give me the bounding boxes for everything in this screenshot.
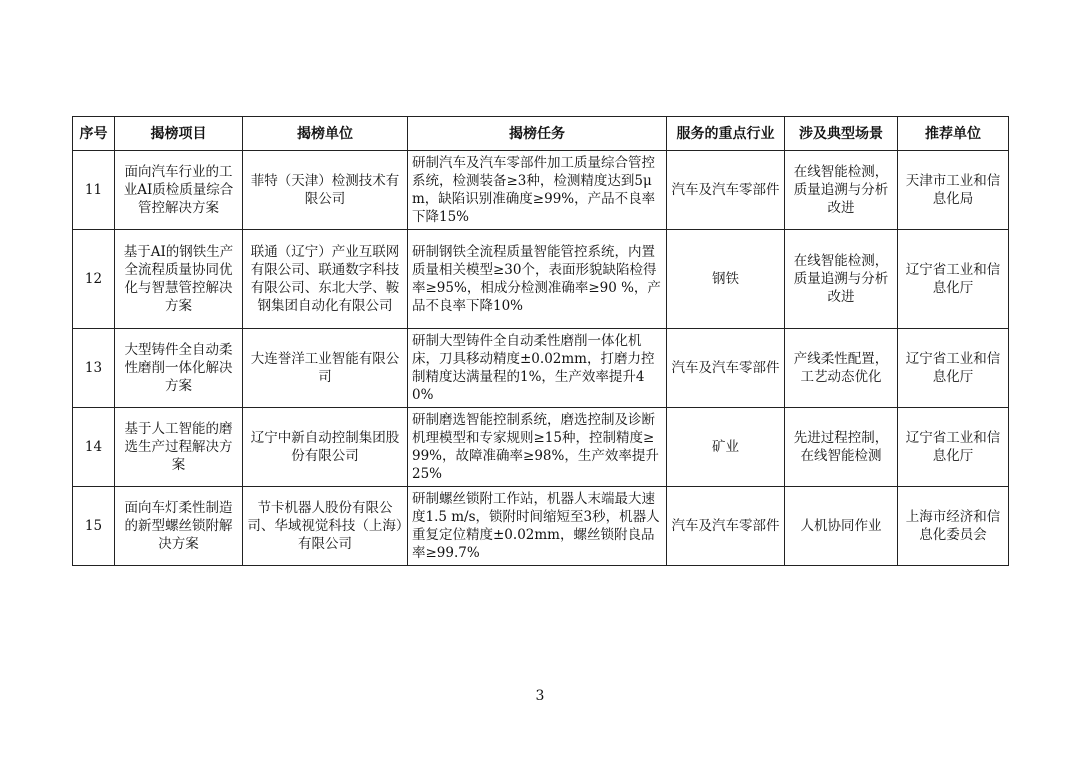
cell-no: 15	[73, 487, 115, 566]
table-row	[73, 487, 1009, 566]
cell-project: 面向车灯柔性制造的新型螺丝锁附解决方案	[115, 487, 243, 566]
cell-recommender: 辽宁省工业和信息化厅	[898, 408, 1009, 487]
cell-task: 研制磨选智能控制系统，磨选控制及诊断机理模型和专家规则≥15种，控制精度≥99%，故障准确率≥98%，生产效率提升25%	[408, 408, 667, 487]
cell-no: 13	[73, 329, 115, 408]
table-row	[73, 408, 1009, 487]
cell-unit: 菲特（天津）检测技术有限公司	[243, 151, 408, 230]
cell-industry: 汽车及汽车零部件	[667, 151, 785, 230]
cell-recommender: 上海市经济和信息化委员会	[898, 487, 1009, 566]
cell-unit: 联通（辽宁）产业互联网有限公司、联通数字科技有限公司、东北大学、鞍钢集团自动化有限公司	[243, 230, 408, 329]
header-recommender: 推荐单位	[898, 117, 1009, 151]
header-project: 揭榜项目	[115, 117, 243, 151]
cell-scene: 人机协同作业	[785, 487, 898, 566]
cell-no: 12	[73, 230, 115, 329]
cell-scene: 在线智能检测，质量追溯与分析改进	[785, 151, 898, 230]
page-number: 3	[535, 688, 545, 704]
cell-no: 11	[73, 151, 115, 230]
cell-project: 基于AI的钢铁生产全流程质量协同优化与智慧管控解决方案	[115, 230, 243, 329]
cell-industry: 钢铁	[667, 230, 785, 329]
header-industry: 服务的重点行业	[667, 117, 785, 151]
cell-scene: 在线智能检测，质量追溯与分析改进	[785, 230, 898, 329]
cell-task: 研制钢铁全流程质量智能管控系统，内置质量相关模型≥30个，表面形貌缺陷检得率≥95%，相成分检测准确率≥90 %，产品不良率下降10%	[408, 230, 667, 329]
cell-unit: 大连誉洋工业智能有限公司	[243, 329, 408, 408]
cell-no: 14	[73, 408, 115, 487]
cell-task: 研制大型铸件全自动柔性磨削一体化机床，刀具移动精度±0.02mm，打磨力控制精度达满量程的1%，生产效率提升40%	[408, 329, 667, 408]
cell-industry: 汽车及汽车零部件	[667, 329, 785, 408]
header-no: 序号	[73, 117, 115, 151]
table-row	[73, 230, 1009, 329]
cell-project: 面向汽车行业的工业AI质检质量综合管控解决方案	[115, 151, 243, 230]
header-unit: 揭榜单位	[243, 117, 408, 151]
cell-project: 基于人工智能的磨选生产过程解决方案	[115, 408, 243, 487]
cell-recommender: 天津市工业和信息化局	[898, 151, 1009, 230]
cell-unit: 辽宁中新自动控制集团股份有限公司	[243, 408, 408, 487]
cell-scene: 先进过程控制，在线智能检测	[785, 408, 898, 487]
table-header-row	[73, 117, 1009, 151]
header-scene: 涉及典型场景	[785, 117, 898, 151]
cell-scene: 产线柔性配置，工艺动态优化	[785, 329, 898, 408]
table-row	[73, 329, 1009, 408]
cell-task: 研制汽车及汽车零部件加工质量综合管控系统，检测装备≥3种，检测精度达到5μm，缺陷识别准确度≥99%，产品不良率下降15%	[408, 151, 667, 230]
cell-industry: 矿业	[667, 408, 785, 487]
project-table	[72, 116, 1009, 566]
cell-recommender: 辽宁省工业和信息化厅	[898, 329, 1009, 408]
table-row	[73, 151, 1009, 230]
cell-project: 大型铸件全自动柔性磨削一体化解决方案	[115, 329, 243, 408]
cell-unit: 节卡机器人股份有限公司、华域视觉科技（上海）有限公司	[243, 487, 408, 566]
cell-task: 研制螺丝锁附工作站，机器人末端最大速度1.5 m/s，锁附时间缩短至3秒，机器人重复定位精度±0.02mm，螺丝锁附良品率≥99.7%	[408, 487, 667, 566]
cell-recommender: 辽宁省工业和信息化厅	[898, 230, 1009, 329]
header-task: 揭榜任务	[408, 117, 667, 151]
cell-industry: 汽车及汽车零部件	[667, 487, 785, 566]
